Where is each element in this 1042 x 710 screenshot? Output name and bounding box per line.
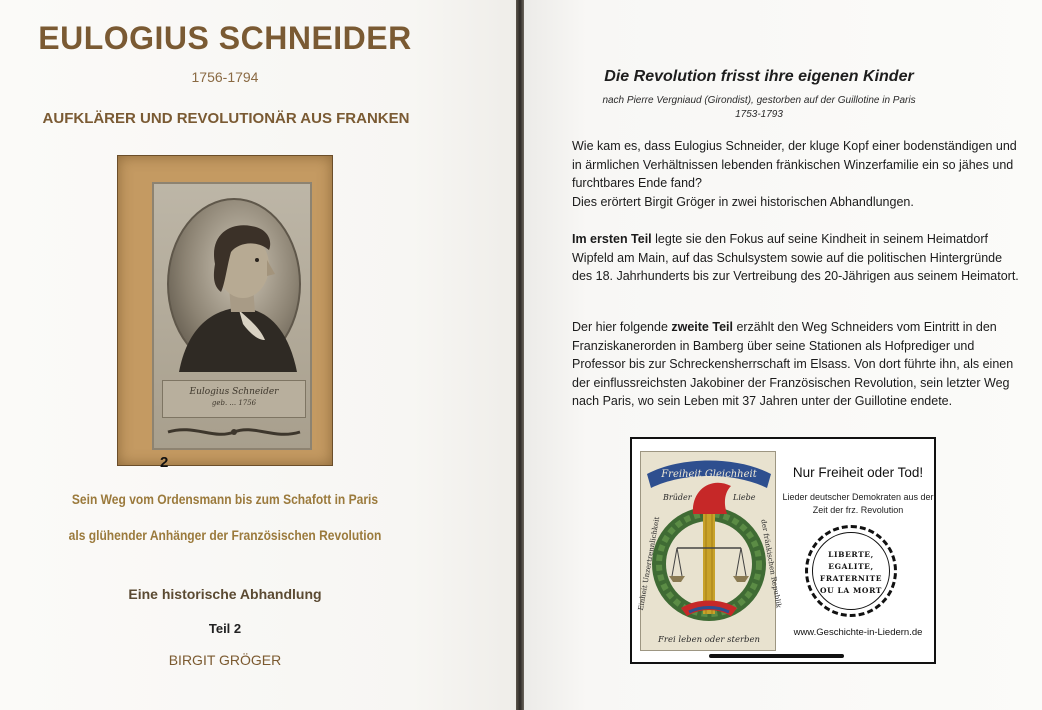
part-two-label: zweite Teil (671, 320, 733, 334)
paragraph-intro (572, 137, 1022, 211)
banner-text: Freiheit Gleichheit (661, 469, 757, 480)
cover-genre: Eine historische Abhandlung (128, 586, 322, 602)
back-attribution (524, 94, 994, 122)
ad-title: Nur Freiheit oder Tod! (792, 465, 924, 480)
front-cover (0, 0, 516, 710)
emblem-top-right-text: Liebe (733, 493, 756, 502)
attribution-line-2: 1753-1793 (735, 109, 783, 120)
paragraph-intro-question: Wie kam es, dass Eulogius Schneider, der kluge Kopf einer bodenständigen und in ärmlichen Verhältnissen lebenden fränkischen Winzerfamilie ein so jähes und furchtbares Ende fand? (572, 139, 1017, 190)
emblem-top-left-text: Brüder (663, 493, 692, 502)
ad-description: Lieder deutscher Demokraten aus der Zeit der frz. Revolution (782, 492, 934, 515)
ornament-icon (164, 424, 304, 440)
part-one-label: Im ersten Teil (572, 232, 652, 246)
cover-tagline-1: Sein Weg vom Ordensmann bis zum Schafott in Paris (71, 491, 379, 507)
seal-line-4: OU LA MORT (820, 586, 882, 595)
seal-line-1: LIBERTE, (828, 550, 874, 559)
seal-text (812, 532, 890, 610)
back-heading: Die Revolution frisst ihre eigenen Kinder (604, 68, 914, 85)
emblem-right-arc-text: der fränkischen Republik (759, 518, 783, 609)
signature-text: Eulogius Schneider (189, 387, 279, 397)
cover-title: EULOGIUS SCHNEIDER (38, 20, 412, 56)
paragraph-part-two (572, 318, 1022, 411)
portrait-figure (169, 200, 303, 372)
home-indicator-bar (709, 654, 844, 658)
cover-author: BIRGIT GRÖGER (168, 652, 282, 668)
song-book-ad (630, 437, 936, 664)
book-spine-gutter (516, 0, 524, 710)
engraving-plate (152, 182, 312, 471)
part-two-text: erzählt den Weg Schneiders vom Eintritt in den Franziskanerorden in Bamberg über seine Stationen als Hofprediger und Professor bis zur Schreckensherrschaft im Elsass. Von dort führte ihn, als einen der einflussreichsten Jakobiner der Französischen Revolution, sein letzter Weg nach Paris, wo sein Leben mit 37 Jahren unter der Guillotine endete. (572, 320, 1014, 408)
emblem-left-arc-text: Einheit Unzertrennlichkeit (636, 516, 662, 612)
part-one-text: legte sie den Fokus auf seine Kindheit in seinem Heimatdorf Wipfeld am Main, auf das Schulsystem sowie auf die politischen Hintergründe des 18. Jahrhunderts bis zur Vertreibung des 20-Jährigen aus seinem Heimatort. (572, 232, 1019, 283)
ad-website-url: www.Geschichte-in-Liedern.de (793, 627, 923, 638)
portrait-image (117, 155, 333, 471)
paragraph-intro-answer: Dies erörtert Birgit Gröger in zwei historischen Abhandlungen. (572, 194, 914, 209)
revolution-emblem-image (636, 451, 783, 651)
signature-plaque (162, 380, 306, 418)
attribution-line-1: nach Pierre Vergniaud (Girondist), gestorben auf der Guillotine in Paris (602, 95, 916, 106)
cover-part: Teil 2 (208, 621, 242, 636)
seal-line-2: EGALITE, (828, 562, 874, 571)
liberte-seal-icon (805, 525, 897, 617)
plate-number: 2 (160, 454, 169, 471)
emblem-illustration (636, 452, 783, 652)
cover-tagline-2: als glühender Anhänger der Französischen Revolution (68, 527, 382, 543)
signature-subtext: geb. ... 1756 (211, 399, 257, 407)
paragraph-part-one (572, 230, 1022, 286)
seal-line-3: FRATERNITE (819, 574, 883, 583)
emblem-bottom-text: Frei leben oder sterben (658, 635, 760, 645)
cover-years: 1756-1794 (191, 69, 259, 85)
cover-subtitle: AUFKLÄRER UND REVOLUTIONÄR AUS FRANKEN (42, 110, 410, 127)
back-cover (524, 0, 1042, 710)
portrait-oval (167, 198, 301, 370)
part-two-intro: Der hier folgende (572, 320, 672, 334)
